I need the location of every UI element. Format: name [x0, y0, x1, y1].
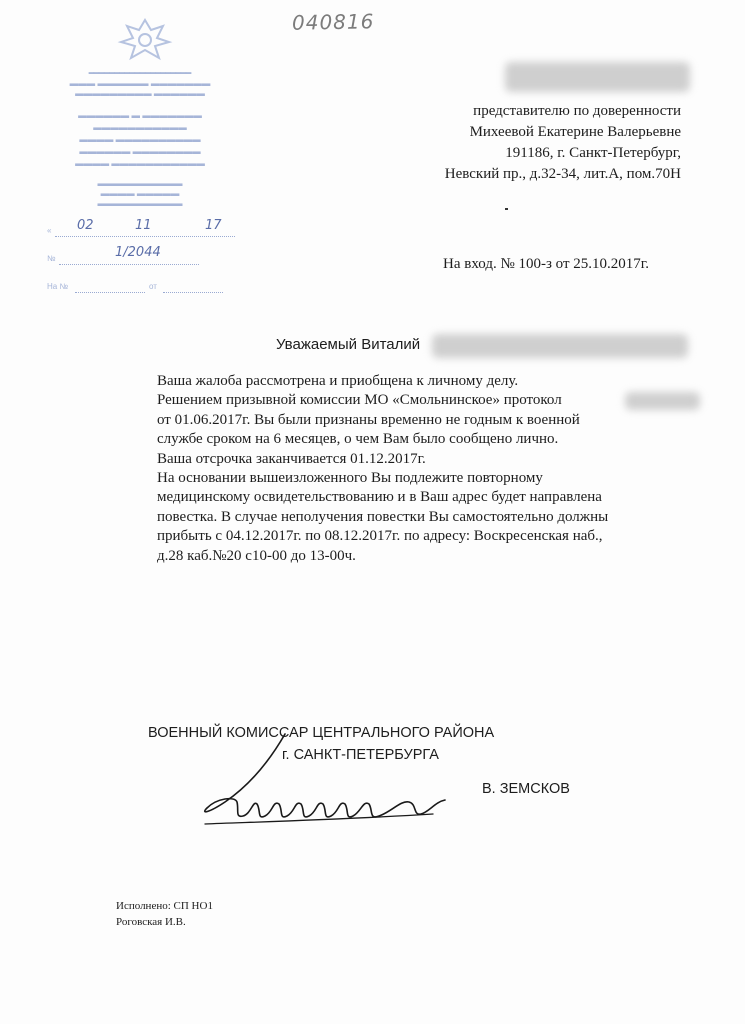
- stamp-date-year: 17: [205, 218, 222, 233]
- stamp-date-day: 02: [77, 218, 94, 233]
- redacted-surname: [432, 334, 688, 358]
- executor-line: Исполнено: СП НО1: [116, 900, 213, 912]
- signatory-title-line: ВОЕННЫЙ КОМИССАР ЦЕНТРАЛЬНОГО РАЙОНА: [148, 725, 495, 741]
- body-line: На основании вышеизложенного Вы подлежите повторному: [157, 470, 543, 487]
- addressee-line: 191186, г. Санкт-Петербург,: [505, 145, 681, 161]
- body-line: Решением призывной комиссии МО «Смольнинское» протокол: [157, 392, 562, 409]
- stray-dot: [505, 208, 508, 210]
- addressee-line: Михеевой Екатерине Валерьевне: [469, 124, 681, 140]
- signatory-title-line: г. САНКТ-ПЕТЕРБУРГА: [282, 747, 439, 763]
- redacted-protocol-number: [625, 392, 700, 410]
- body-line: д.28 каб.№20 с10-00 до 13-00ч.: [157, 547, 356, 564]
- body-line: медицинскому освидетельствованию и в Ваш адрес будет направлена: [157, 489, 602, 506]
- stamp-date-month: 11: [135, 218, 152, 233]
- stamp-number: 1/2044: [115, 245, 161, 260]
- executor-line: Роговская И.В.: [116, 916, 186, 928]
- body-line: службе сроком на 6 месяцев, о чем Вам было сообщено лично.: [157, 431, 559, 448]
- redacted-name-top: [505, 62, 690, 92]
- emblem-icon: [115, 16, 175, 61]
- handwritten-registration-number: 040816: [291, 9, 375, 35]
- greeting: Уважаемый Виталий: [276, 336, 421, 353]
- body-line: прибыть с 04.12.2017г. по 08.12.2017г. по адресу: Воскресенская наб.,: [157, 528, 603, 545]
- incoming-reference: На вход. № 100-з от 25.10.2017г.: [443, 256, 650, 272]
- letterhead-stamp: ━━━━━━━━━━━━━━━━━━━━ ▬▬▬ ▬▬▬▬▬▬ ▬▬▬▬▬▬▬ ▬▬▬▬▬▬▬▬▬ ▬▬▬▬▬▬ ▬▬▬▬▬▬ ▬ ▬▬▬▬▬▬▬ ▬▬▬▬▬▬▬▬▬▬▬ ▬▬▬▬ ▬▬▬▬▬▬▬▬▬▬ ▬▬▬▬▬▬ ▬▬▬▬▬▬▬▬ ▬▬▬▬ ▬▬▬▬▬▬▬▬▬▬▬ ▬▬▬▬▬▬▬▬▬▬ ▬▬▬▬ ▬▬▬▬▬ ▬▬▬▬▬▬▬▬▬▬ « 02 11 17 № 1/2044 На № от: [45, 10, 245, 300]
- body-line: Ваша отсрочка заканчивается 01.12.2017г.: [157, 450, 426, 467]
- addressee-line: Невский пр., д.32-34, лит.А, пом.70Н: [444, 166, 681, 182]
- addressee-line: представителю по доверенности: [473, 103, 681, 119]
- executor-block: [116, 898, 213, 930]
- body-line: от 01.06.2017г. Вы были признаны временно не годным к военной: [157, 411, 580, 428]
- body-line: Ваша жалоба рассмотрена и приобщена к личному делу.: [157, 373, 519, 389]
- addressee-block: [445, 101, 681, 185]
- signatory-name: В. ЗЕМСКОВ: [482, 781, 570, 797]
- body-line: повестка. В случае неполучения повестки Вы самостоятельно должны: [157, 508, 609, 525]
- handwritten-signature: [195, 730, 465, 840]
